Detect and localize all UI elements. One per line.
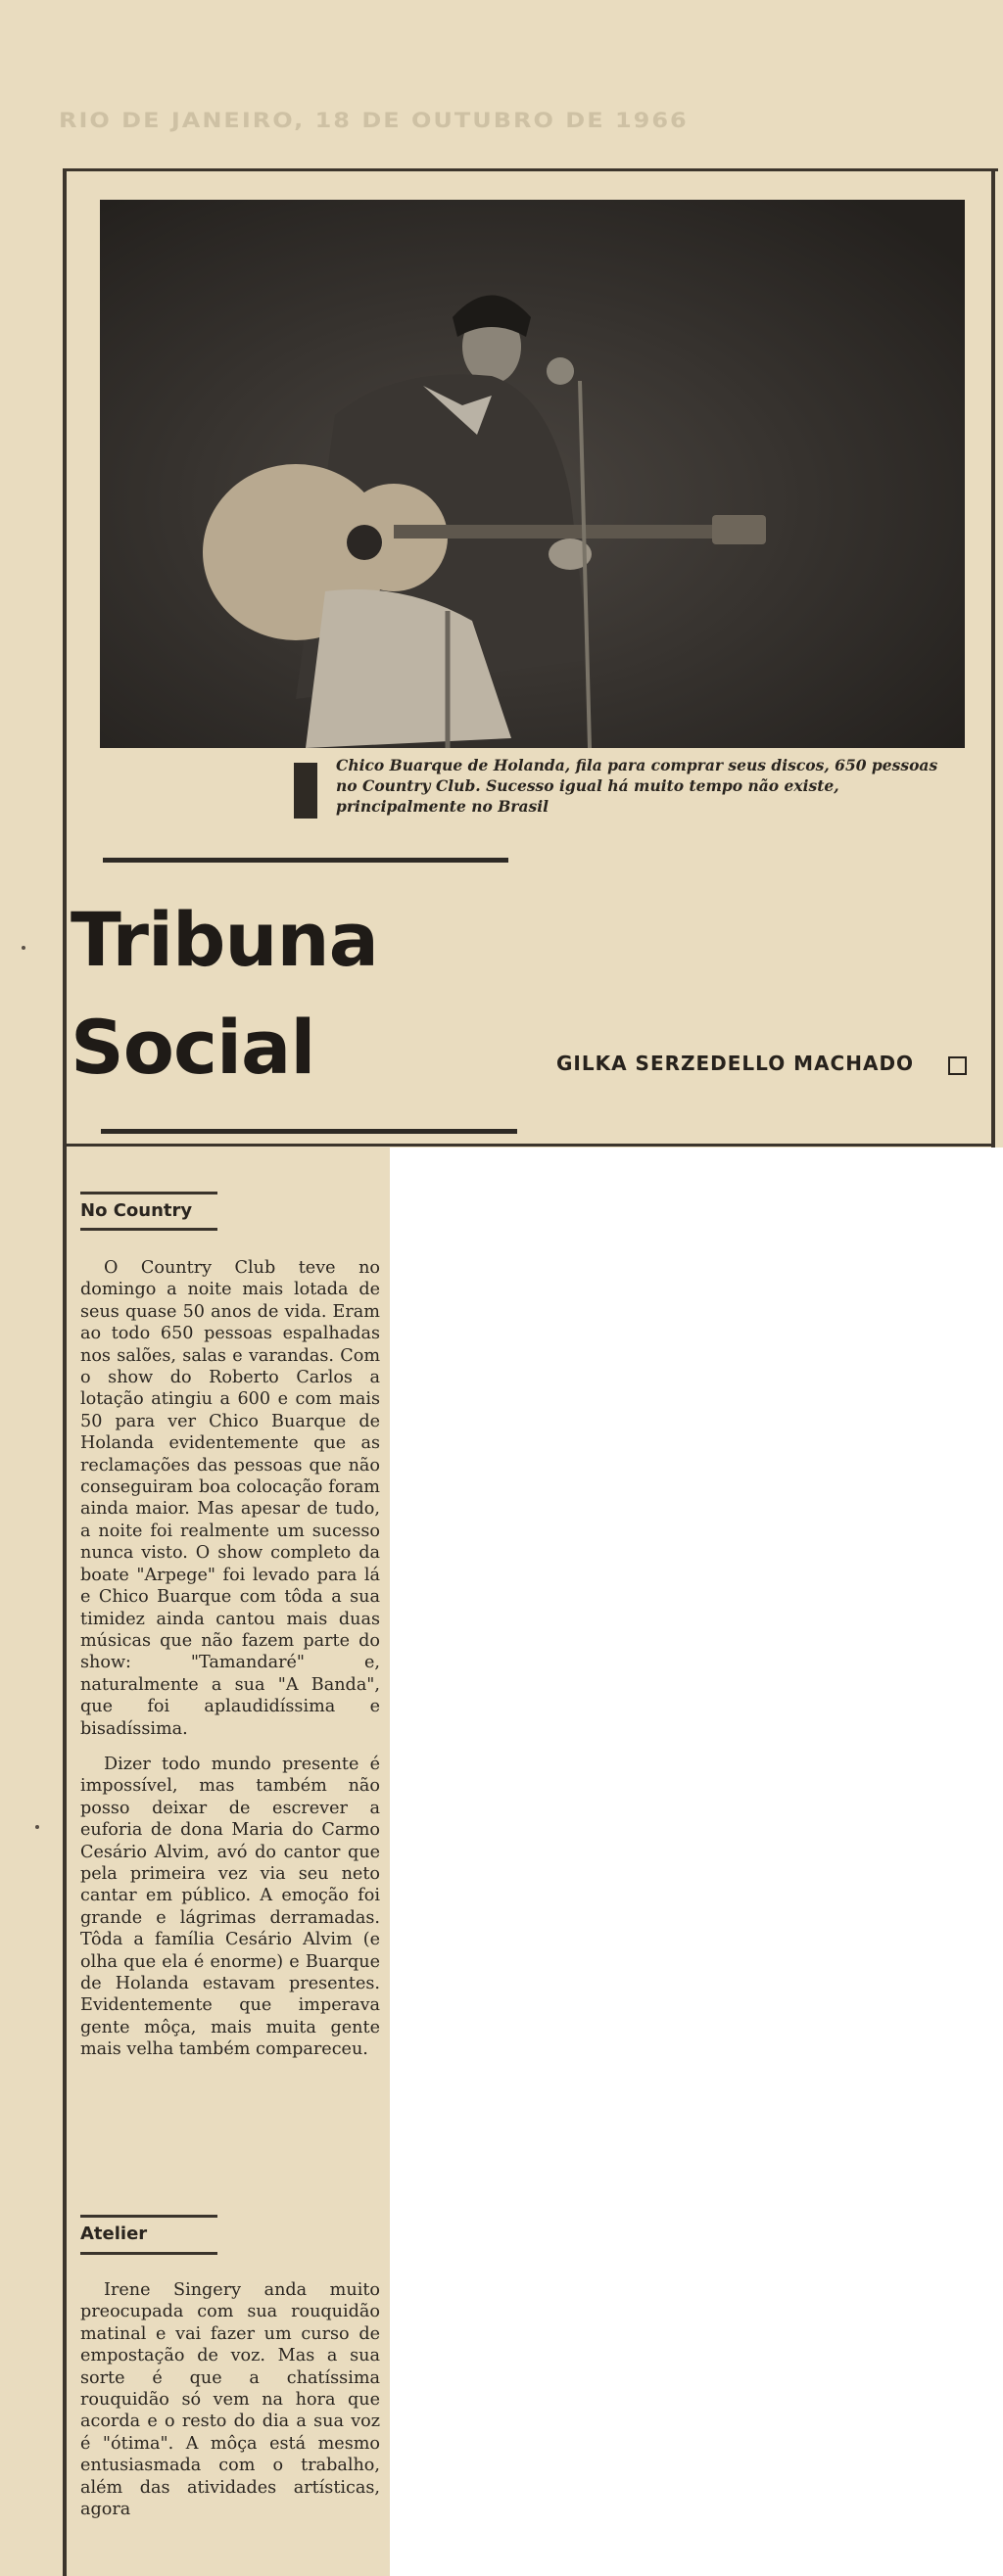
section-body-no-country bbox=[80, 1257, 380, 2075]
column-title-line2: Social bbox=[71, 1004, 315, 1091]
caption-marker bbox=[294, 763, 317, 819]
section-heading-atelier: Atelier bbox=[80, 2224, 148, 2244]
section-body-atelier bbox=[80, 2279, 380, 2534]
author-byline: GILKA SERZEDELLO MACHADO bbox=[556, 1052, 915, 1075]
paragraph: O Country Club teve no domingo a noite mais lotada de seus quase 50 anos de vida. Eram ao todo 650 pessoas espalhadas nos salões, salas e varandas. Com o show do Roberto Carlos a lotação atingiu a 600 e com mais 50 para ver Chico Buarque de Holanda evidentemente que as reclamações das pessoas que não conseguiram boa colocação foram ainda maior. Mas apesar de tudo, a noite foi realmente um sucesso nunca visto. O show completo da boate "Arpege" foi levado para lá e Chico Buarque com tôda a sua timidez ainda cantou mais duas músicas que não fazem parte do show: "Tamandaré" e, naturalmente a sua "A Banda", que foi aplaudidíssima e bisadíssima. bbox=[80, 1258, 380, 1739]
margin-dot bbox=[35, 1825, 39, 1829]
blank-area bbox=[390, 1147, 1003, 2576]
newspaper-header: RIO DE JANEIRO, 18 DE OUTUBRO DE 1966 bbox=[59, 108, 689, 133]
section-rule-top bbox=[80, 2215, 217, 2218]
frame-left-border bbox=[63, 168, 67, 2576]
photo-chico-buarque bbox=[100, 200, 965, 748]
section-rule-top bbox=[80, 1192, 217, 1194]
section-heading-no-country: No Country bbox=[80, 1200, 193, 1221]
paragraph: Dizer todo mundo presente é impossível, mas também não posso deixar de escrever a euforia de dona Maria do Carmo Cesário Alvim, avó do cantor que pela primeira vez via seu neto cantar em público. A emoção foi grande e lágrimas derramadas. Tôda a família Cesário Alvim (e olha que ela é enorme) e Buarque de Holanda estavam presentes. Evidentemente que imperava gente môça, mais muita gente mais velha também compareceu. bbox=[80, 1754, 380, 2060]
section-rule-bottom bbox=[80, 1228, 217, 1231]
frame-bottom-border bbox=[63, 1144, 995, 1147]
column-title-line1: Tribuna bbox=[71, 896, 378, 983]
masthead-bottom-rule bbox=[101, 1129, 517, 1134]
photo-caption: Chico Buarque de Holanda, fila para comprar seus discos, 650 pessoas no Country Club. Sucesso igual há muito tempo não existe, principalmente no Brasil bbox=[336, 756, 938, 816]
masthead-top-rule bbox=[103, 858, 508, 863]
frame-right-border bbox=[991, 168, 995, 1147]
frame-top-border bbox=[63, 168, 998, 171]
square-box-icon bbox=[948, 1056, 967, 1075]
margin-dot bbox=[22, 946, 25, 950]
guitar-player-photo bbox=[100, 200, 965, 748]
section-rule-bottom bbox=[80, 2252, 217, 2255]
paragraph: Irene Singery anda muito preocupada com sua rouquidão matinal e vai fazer um curso de empostação de voz. Mas a sua sorte é que a chatíssima rouquidão só vem na hora que acorda e o resto do dia a sua voz é "ótima". A môça está mesmo entusiasmada com o trabalho, além das atividades artísticas, agora bbox=[80, 2280, 380, 2520]
